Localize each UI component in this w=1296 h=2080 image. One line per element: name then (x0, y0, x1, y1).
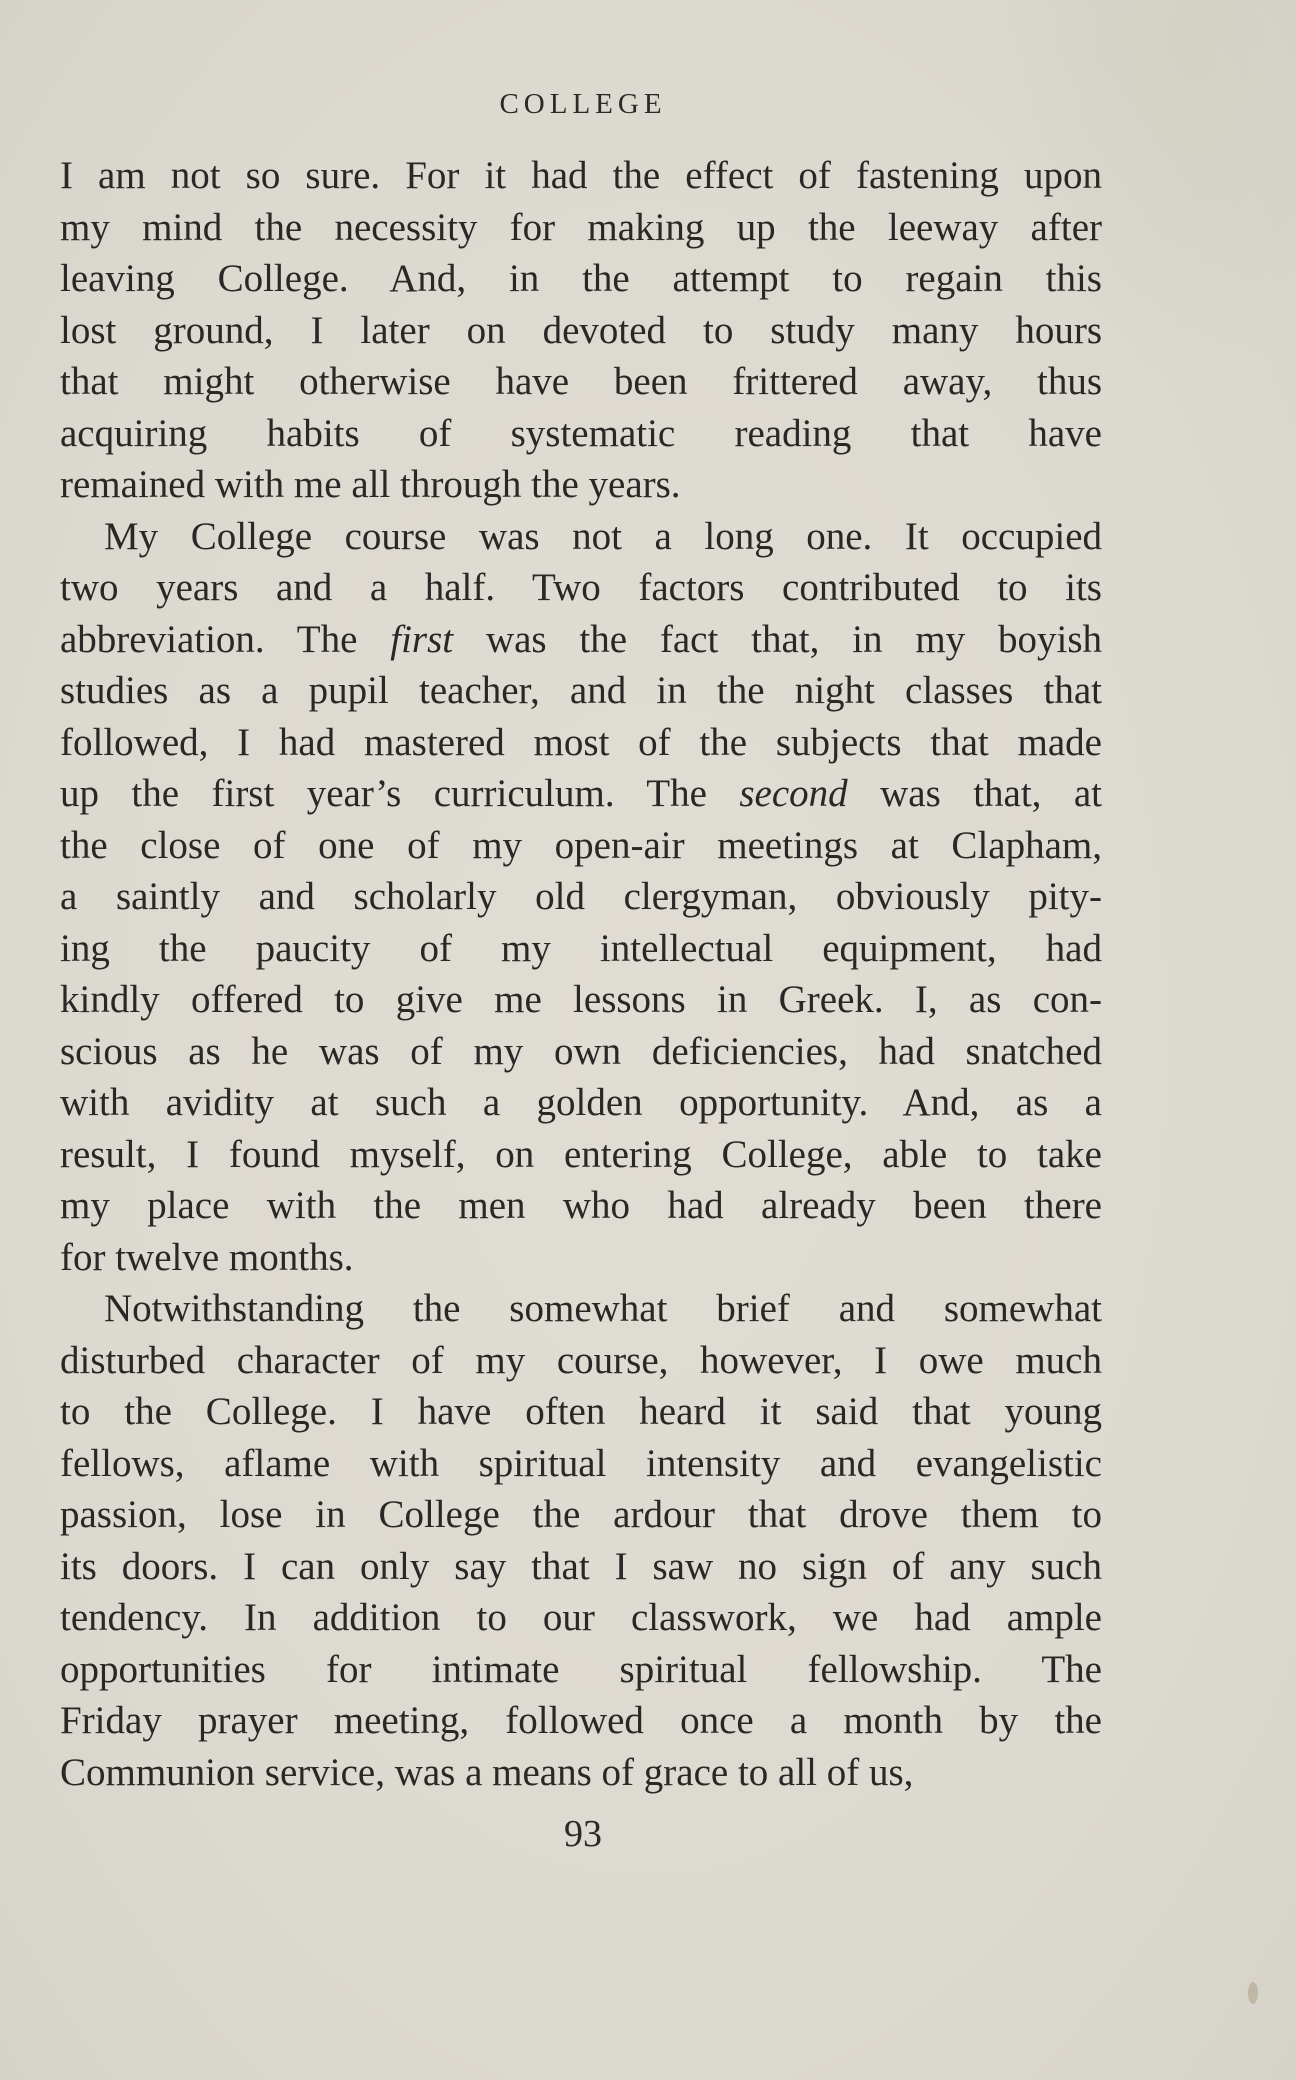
text-line: a saintly and scholarly old clergyman, obviously pity- (60, 875, 1102, 918)
text-line: disturbed character of my course, however, I owe much (60, 1338, 1102, 1382)
text-line: studies as a pupil teacher, and in the night classes that (60, 669, 1102, 712)
text-line: lost ground, I later on devoted to study many hours (60, 308, 1102, 352)
text-line: acquiring habits of systematic reading that have (60, 411, 1102, 455)
paragraph (60, 511, 1102, 1284)
text-line: Notwithstanding the somewhat brief and somewhat (104, 1287, 1102, 1330)
text-line: that might otherwise have been frittered away, thus (60, 360, 1102, 403)
text-line: tendency. In addition to our classwork, we had ample (60, 1596, 1102, 1639)
running-head: COLLEGE (499, 88, 667, 120)
text-line: passion, lose in College the ardour that drove them to (60, 1493, 1102, 1536)
text-line: remained with me all through the years. (60, 463, 681, 506)
text-segment: abbreviation. The (60, 617, 391, 661)
text-line: Communion service, was a means of grace to all of us, (60, 1750, 914, 1794)
paper-blemish (1248, 1982, 1258, 2004)
text-line: scious as he was of my own deficiencies, had snatched (60, 1029, 1102, 1073)
text-line: opportunities for intimate spiritual fellowship. The (60, 1647, 1102, 1691)
text-line: I am not so sure. For it had the effect of fastening upon (60, 154, 1102, 197)
text-line: leaving College. And, in the attempt to regain this (60, 257, 1102, 300)
text-line: result, I found myself, on entering College, able to take (60, 1132, 1102, 1176)
text-segment: was the fact that, in my boyish (453, 617, 1102, 661)
text-segment: was that, at (847, 772, 1102, 815)
text-line: the close of one of my open-air meetings at Clapham, (60, 823, 1102, 867)
italic-word: first (390, 617, 454, 661)
text-line: with avidity at such a golden opportunity. And, as a (60, 1081, 1102, 1124)
text-line: two years and a half. Two factors contributed to its (60, 566, 1102, 609)
text-line: ing the paucity of my intellectual equipment, had (60, 926, 1102, 970)
text-line: my mind the necessity for making up the leeway after (60, 205, 1102, 249)
text-line: to the College. I have often heard it said that young (60, 1390, 1102, 1433)
text-line: my place with the men who had already been there (60, 1184, 1102, 1227)
text-line: followed, I had mastered most of the subjects that made (60, 720, 1102, 764)
text-line: its doors. I can only say that I saw no sign of any such (60, 1544, 1102, 1588)
text-line: Friday prayer meeting, followed once a month by the (60, 1699, 1102, 1742)
text-line: for twelve months. (60, 1235, 354, 1279)
italic-word: second (739, 772, 848, 815)
body-text (60, 150, 1102, 1798)
text-line (60, 614, 1102, 666)
text-line: kindly offered to give me lessons in Greek. I, as con- (60, 978, 1102, 1021)
text-line (60, 768, 1102, 820)
paragraph (60, 150, 1102, 511)
text-line: fellows, aflame with spiritual intensity and evangelistic (60, 1441, 1102, 1485)
text-segment: up the first year’s curriculum. The (60, 772, 740, 815)
paragraph (60, 1283, 1102, 1798)
page-number: 93 (564, 1813, 602, 1855)
text-line: My College course was not a long one. It occupied (104, 514, 1102, 558)
